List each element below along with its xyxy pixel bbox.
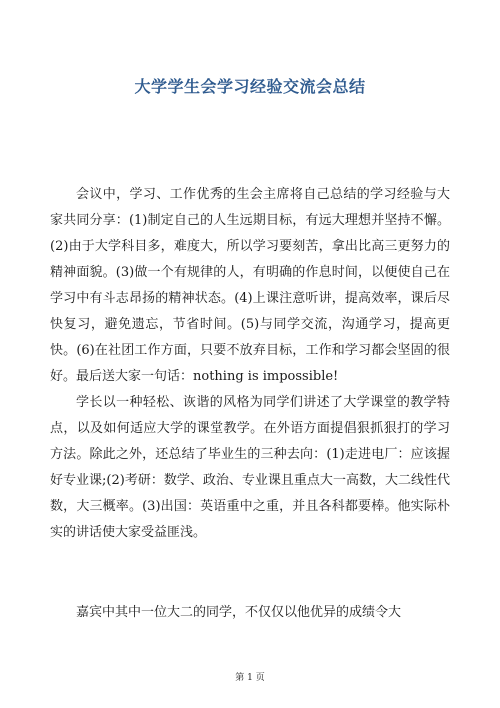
paragraph-2: 学长以一种轻松、诙谐的风格为同学们讲述了大学课堂的教学特点，以及如何适应大学的课堂教学。在外语方面提倡狠抓狠打的学习方法。除此之外，还总结了毕业生的三种去向：(1)走进电厂：应该握好专业课;(2)考研：数学、政治、专业课且重点大一高数，大二线性代数，大三概率。(3)出国：英语重中之重，并且各科都要棒。他实际朴实的讲话使大家受益匪浅。	[50, 395, 450, 540]
document-body	[50, 182, 450, 546]
document-title: 大学学生会学习经验交流会总结	[134, 77, 366, 96]
paragraph-3: 嘉宾中其中一位大二的同学，不仅仅以他优异的成绩令大	[76, 605, 402, 620]
page-number: 第 1 页	[235, 673, 265, 683]
paragraph-1: 会议中，学习、工作优秀的生会主席将自己总结的学习经验与大家共同分享：(1)制定自己的人生远期目标，有远大理想并坚持不懈。(2)由于大学科目多，难度大，所以学习要刻苦，拿出比高三更努力的精神面貌。(3)做一个有规律的人，有明确的作息时间，以便使自己在学习中有斗志昂扬的精神状态。(4)上课注意听讲，提高效率，课后尽快复习，避免遗忘，节省时间。(5)与同学交流，沟通学习，提高更快。(6)在社团工作方面，只要不放弃目标，工作和学习都会坚固的很好。最后送大家一句话：nothing is impossible!	[50, 187, 450, 384]
document-body-continued	[50, 600, 450, 626]
